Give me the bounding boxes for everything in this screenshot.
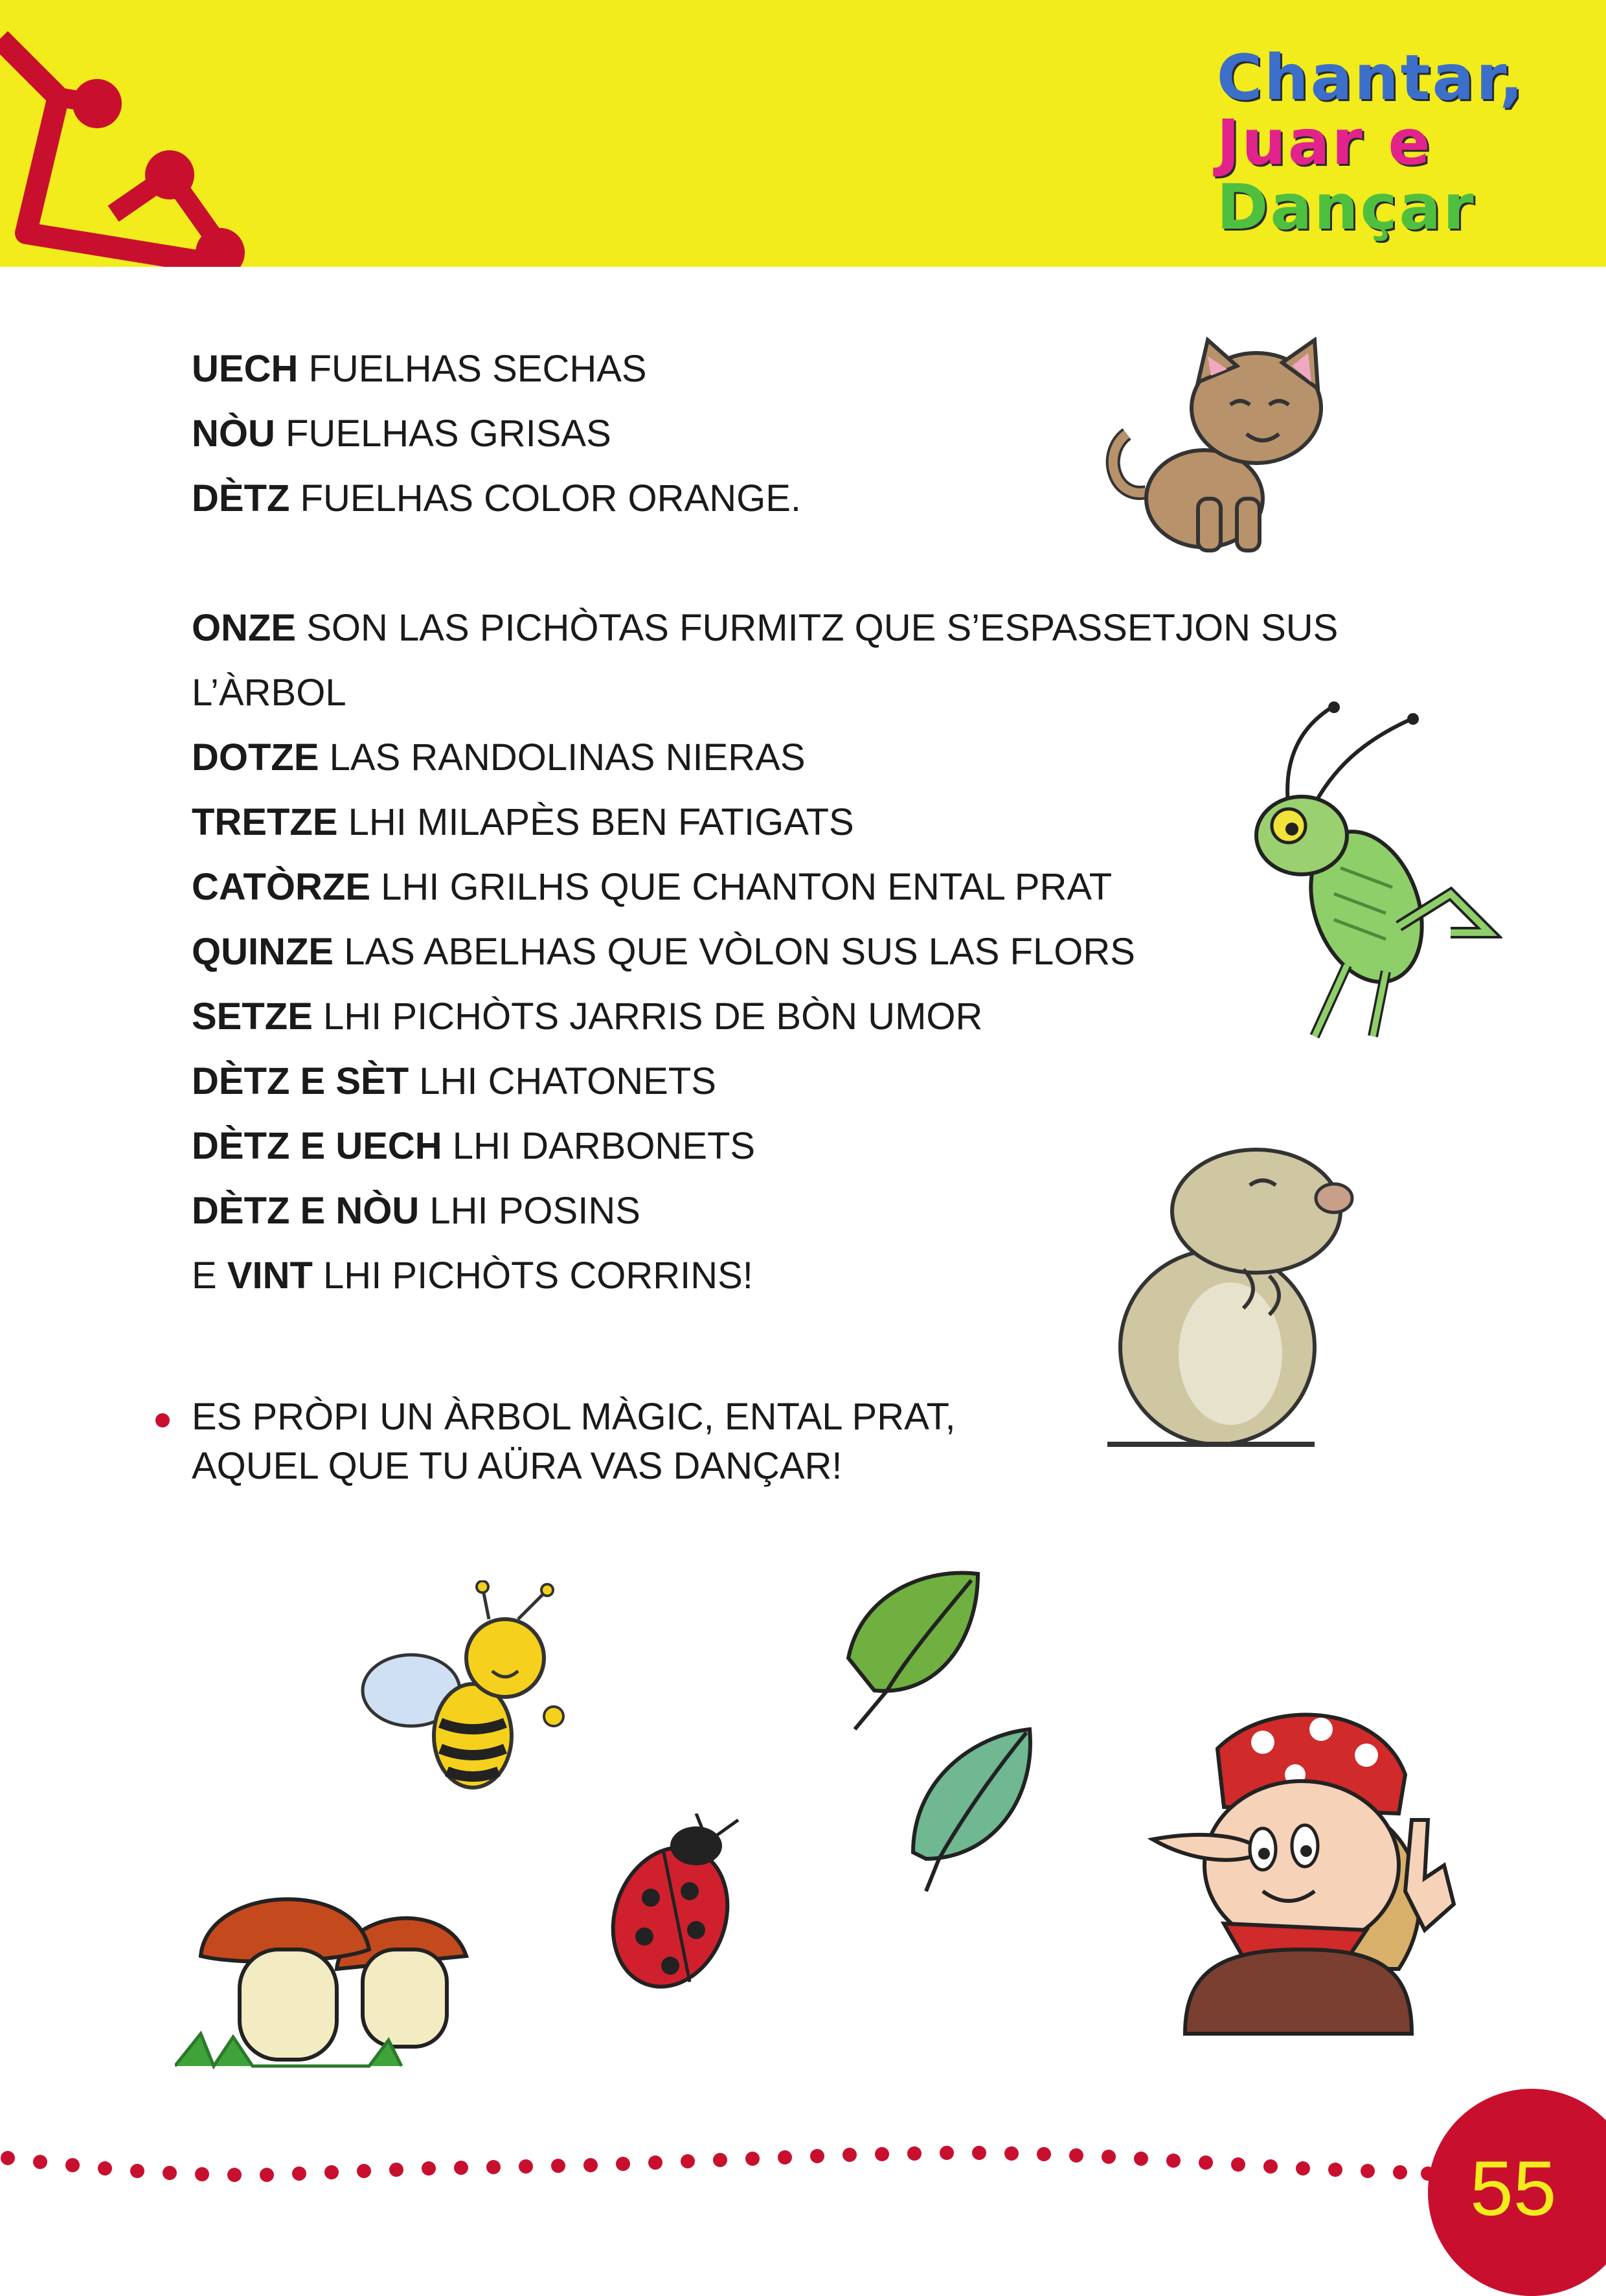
series-title [1216,41,1525,244]
bee-illustration [359,1580,573,1826]
poem-line: DÈTZ E UECH LHI DARBONETS [192,1125,756,1167]
poem-line: ONZE SON LAS PICHÒTAS FURMITZ QUE S’ESPASSETJON SUS [192,607,1339,649]
poem-line: L’ÀRBOL [192,672,346,714]
poem-line: QUINZE LAS ABELHAS QUE VÒLON SUS LAS FLORS [192,931,1135,973]
poem-line: DÈTZ E SÈT LHI CHATONETS [192,1060,716,1102]
poem-line: DÈTZ E NÒU LHI POSINS [192,1190,640,1232]
note-line-2: AQUEL QUE TU AÜRA VAS DANÇAR! [192,1445,843,1487]
poem-line: SETZE LHI PICHÒTS JARRIS DE BÒN UMOR [192,995,983,1038]
series-title-line-3: Dançar [1216,171,1476,244]
instruction-note [192,1392,956,1491]
note-line-1: ES PRÒPI UN ÀRBOL MÀGIC, ENTAL PRAT, [192,1396,956,1438]
page-number: 55 [1470,2145,1557,2232]
poem-line: DOTZE LAS RANDOLINAS NIERAS [192,736,806,779]
corner-star-decoration [0,0,285,267]
mushrooms-illustration [175,1872,512,2073]
gnome-girl-illustration [1127,1697,1464,2047]
page-header [0,0,1606,267]
cricket-illustration [1243,699,1502,1049]
bullet-dot [155,1413,170,1427]
series-title-line-1: Chantar, [1216,41,1525,114]
cat-illustration [1101,337,1347,557]
mole-illustration [1094,1140,1366,1457]
dotted-border-decoration [0,2124,1438,2215]
poem-line: E VINT LHI PICHÒTS CORRINS! [192,1255,753,1297]
poem-line: NÒU FUELHAS GRISAS [192,413,611,455]
series-title-line-2: Juar e [1216,106,1432,179]
poem-line: UECH FUELHAS SECHAS [192,348,647,390]
ladybug-illustration [605,1813,748,1995]
leaf-light-illustration [900,1723,1043,1898]
leaf-dark-illustration [835,1567,991,1736]
poem-line: TRETZE LHI MILAPÈS BEN FATIGATS [192,801,854,843]
poem-line: CATÒRZE LHI GRILHS QUE CHANTON ENTAL PRAT [192,866,1113,908]
poem-line: DÈTZ FUELHAS COLOR ORANGE. [192,477,802,519]
